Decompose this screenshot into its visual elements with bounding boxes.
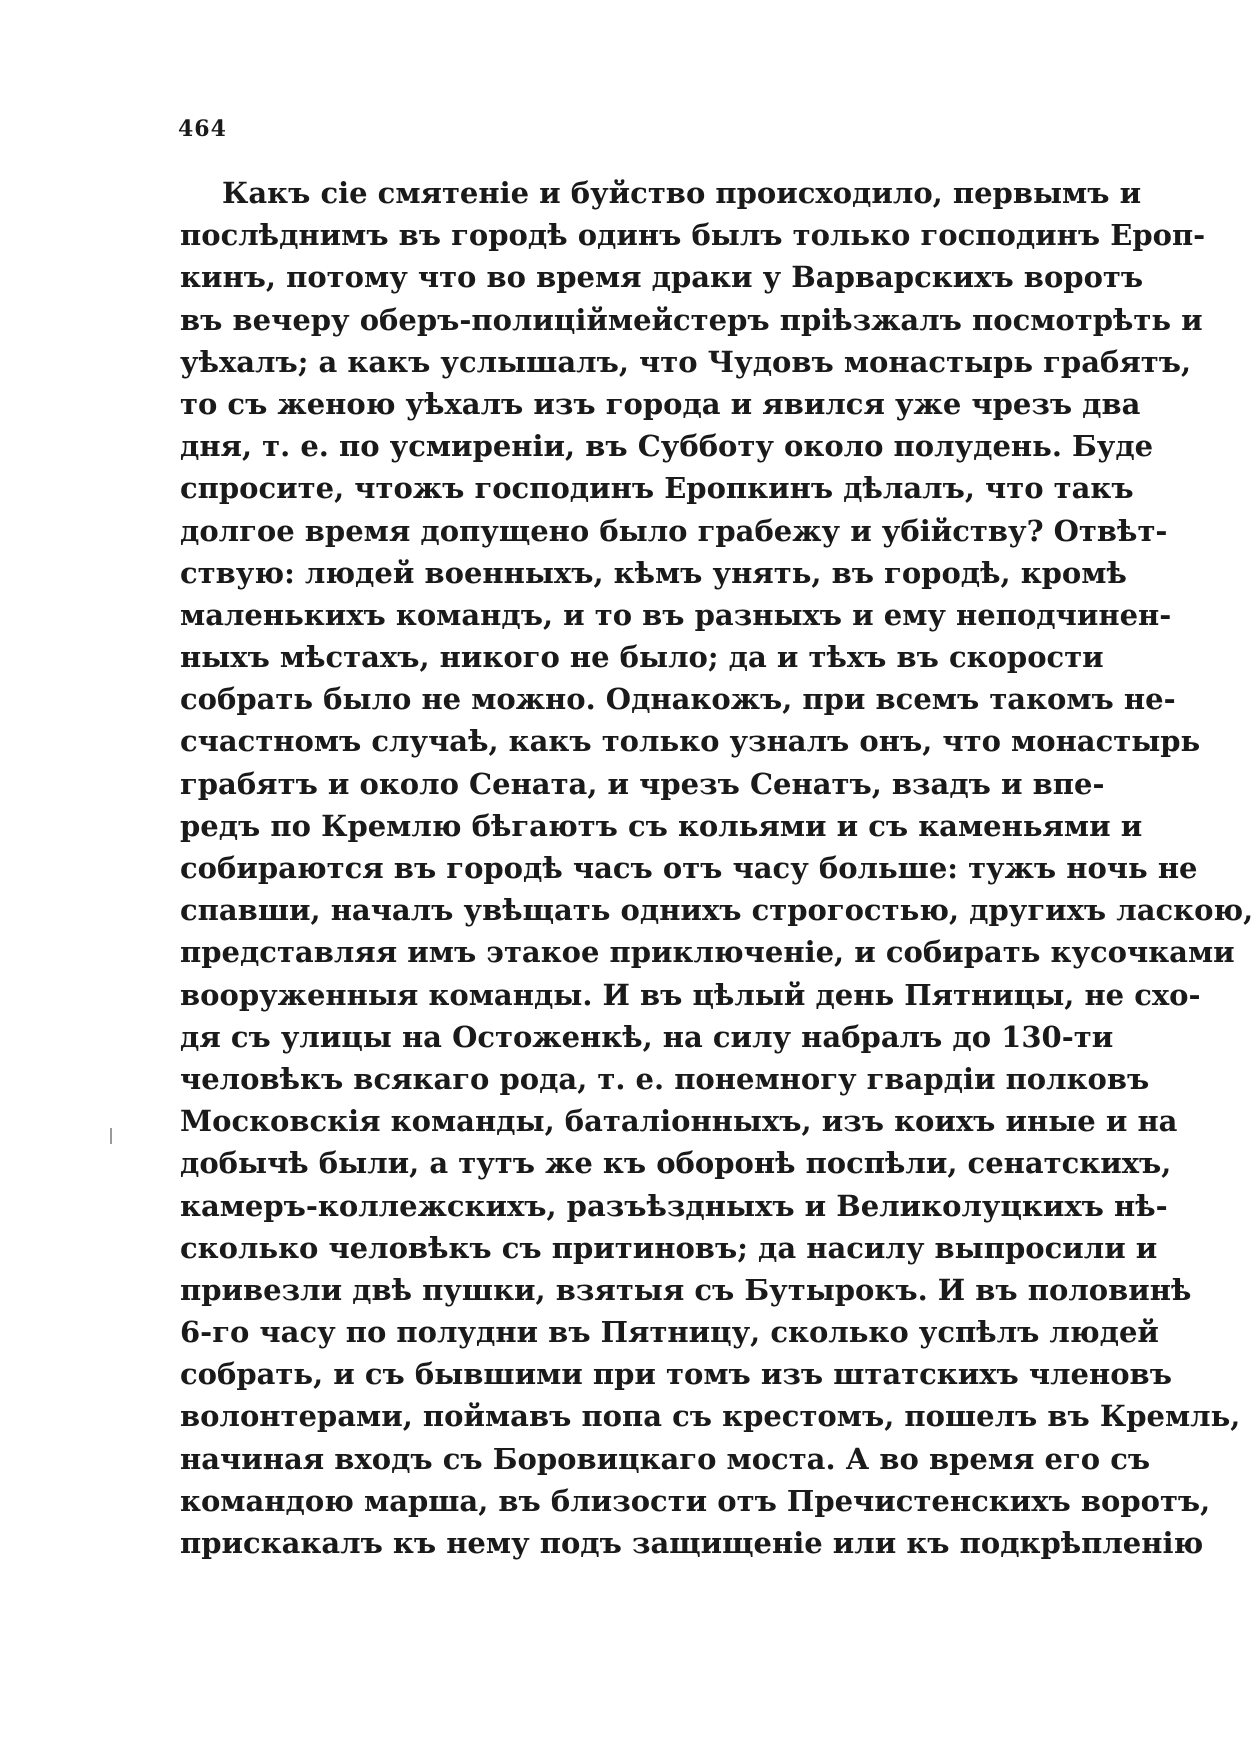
text-line: собрать было не можно. Однакожъ, при всемъ такомъ не- [180,682,1176,717]
text-line: маленькихъ командъ, и то въ разныхъ и ему неподчинен- [180,597,1172,632]
text-line: вооруженныя команды. И въ цѣлый день Пятницы, не схо- [180,977,1201,1012]
text-line: начиная входъ съ Боровицкаго моста. А во время его съ [180,1441,1151,1476]
text-line: редъ по Кремлю бѣгаютъ съ кольями и съ каменьями и [180,808,1143,843]
text-line: волонтерами, поймавъ попа съ крестомъ, пошелъ въ Кремль, [180,1399,1241,1434]
text-line: долгое время допущено было грабежу и убійству? Отвѣт- [180,513,1168,548]
text-line: человѣкъ всякаго рода, т. е. понемногу гвардіи полковъ [180,1061,1150,1096]
text-line: Московскія команды, баталіонныхъ, изъ коихъ иные и на [180,1104,1178,1139]
text-line: ствую: людей военныхъ, кѣмъ унять, въ городѣ, кромѣ [180,555,1127,590]
text-line: командою марша, въ близости отъ Пречистенскихъ воротъ, [180,1483,1211,1518]
page-number: 464 [178,116,227,142]
text-line: дня, т. е. по усмиреніи, въ Субботу около полудень. Буде [180,429,1154,464]
text-line: камеръ-коллежскихъ, разъѣздныхъ и Великолуцкихъ нѣ- [180,1188,1168,1223]
scan-artifact [110,1128,112,1144]
text-line: спросите, чтожъ господинъ Еропкинъ дѣлалъ, что такъ [180,471,1134,506]
text-line: собрать, и съ бывшими при томъ изъ штатскихъ членовъ [180,1357,1172,1392]
text-line: спавши, началъ увѣщать однихъ строгостью, другихъ ласкою, [180,893,1253,928]
text-line: послѣднимъ въ городѣ одинъ былъ только господинъ Ероп- [180,218,1206,253]
text-line: грабятъ и около Сената, и чрезъ Сенатъ, взадъ и впе- [180,766,1105,801]
text-line: въ вечеру оберъ-полиціймейстеръ пріѣзжалъ посмотрѣть и [180,302,1203,337]
text-line: привезли двѣ пушки, взятыя съ Бутырокъ. И въ половинѣ [180,1272,1192,1307]
text-line: собираются въ городѣ часъ отъ часу больше: тужъ ночь не [180,851,1198,885]
text-line: ныхъ мѣстахъ, никого не было; да и тѣхъ въ скорости [180,640,1104,675]
text-line: 6-го часу по полудни въ Пятницу, сколько успѣлъ людей [180,1315,1159,1350]
text-line: добычѣ были, а тутъ же къ оборонѣ поспѣли, сенатскихъ, [180,1146,1172,1181]
text-line: сколько человѣкъ съ притиновъ; да насилу выпросили и [180,1230,1158,1265]
text-line: то съ женою уѣхалъ изъ города и явился уже чрезъ два [180,386,1141,421]
text-line: счастномъ случаѣ, какъ только узналъ онъ, что монастырь [180,724,1201,759]
text-line: представляя имъ этакое приключеніе, и собирать кусочками [180,935,1235,970]
text-line: прискакалъ къ нему подъ защищеніе или къ подкрѣпленію [180,1526,1204,1560]
text-line: Какъ сіе смятеніе и буйство происходило, первымъ и [222,176,1142,210]
text-line: уѣхалъ; а какъ услышалъ, что Чудовъ монастырь грабятъ, [180,344,1192,379]
body-text [180,172,1253,1564]
text-line: кинъ, потому что во время драки у Варварскихъ воротъ [180,260,1144,295]
text-line: дя съ улицы на Остоженкѣ, на силу набралъ до 130-ти [180,1019,1114,1054]
